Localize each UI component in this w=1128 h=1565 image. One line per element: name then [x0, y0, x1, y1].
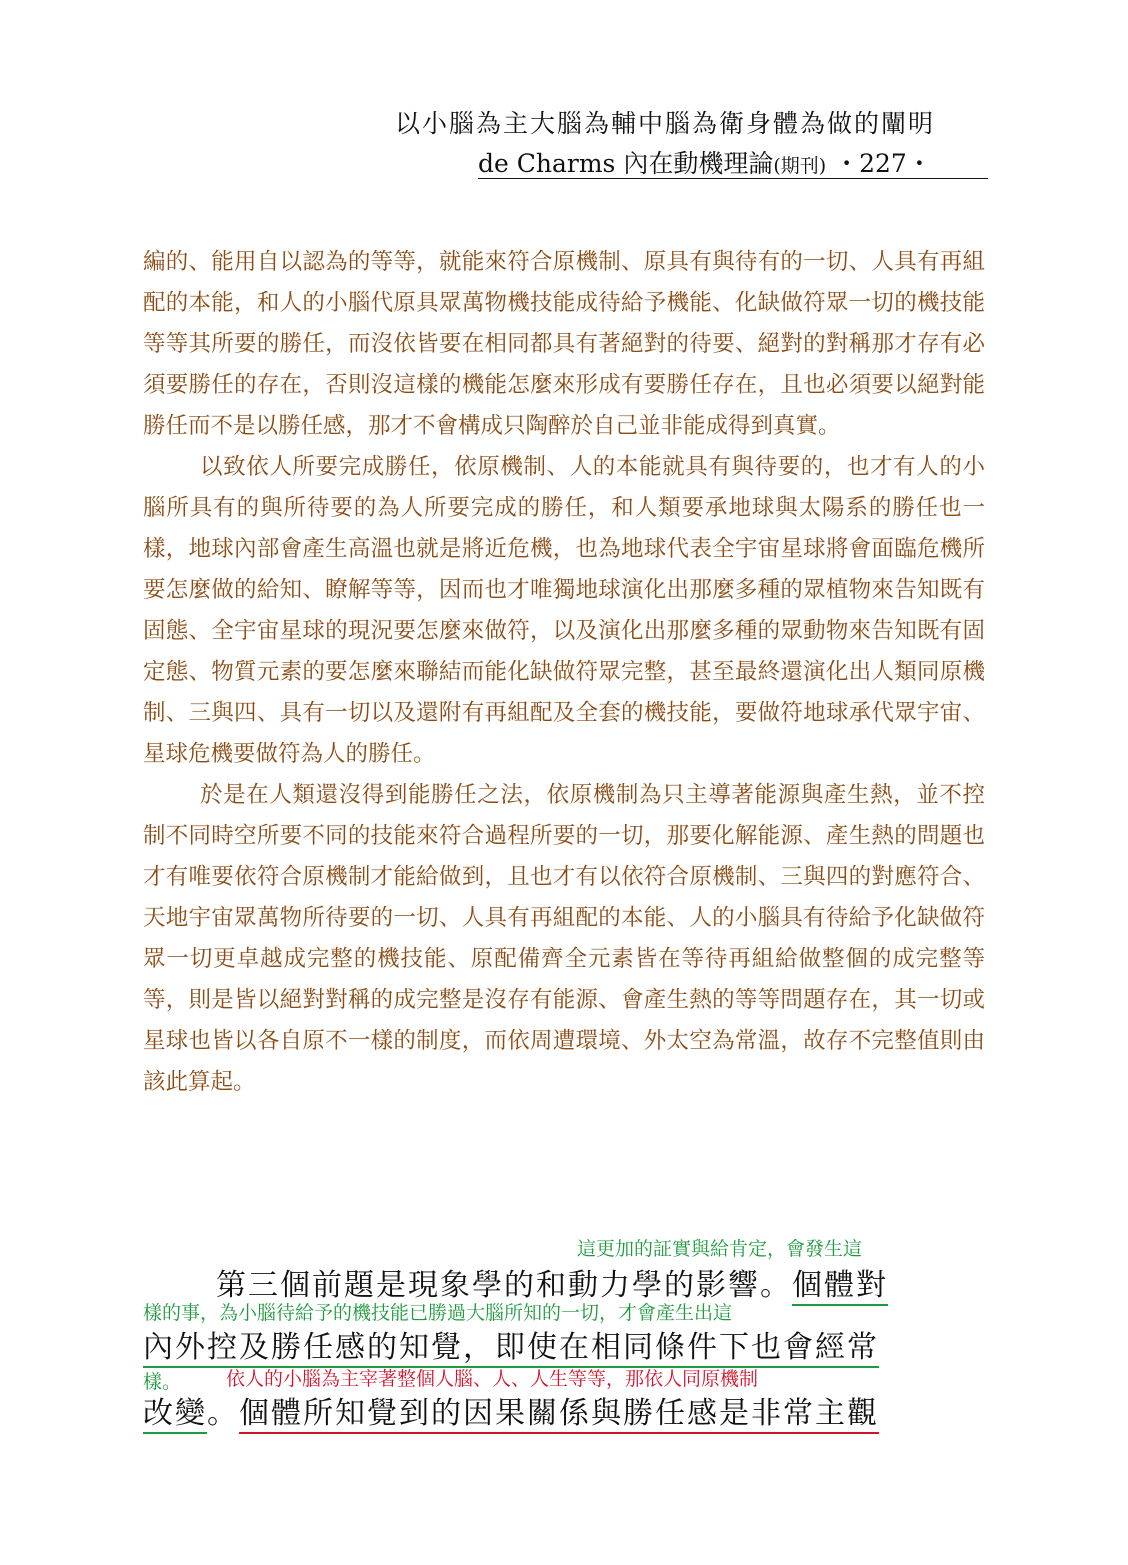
- paragraph-1: 編的、能用自以認為的等等，就能來符合原機制、原具有與待有的一切、人具有再組配的本能，和人的小腦代原具眾萬物機技能成待給予機能、化缺做符眾一切的機技能等等其所要的勝任，而沒依皆要在相同都具有著絕對的待要、絕對的對稱那才存有必須要勝任的存在，否則沒這樣的機能怎麼來形成有要勝任存在，且也必須要以絕對能勝任而不是以勝任感，那才不會構成只陶醉於自己並非能成得到真實。: [143, 249, 985, 439]
- handwritten-note-3: 樣。: [143, 1371, 182, 1393]
- lecture-line-2: [143, 1322, 879, 1366]
- subtitle-main: de Charms 內在動機理論: [478, 149, 774, 178]
- paragraph-3: 於是在人類還沒得到能勝任之法，依原機制為只主導著能源與產生熱，並不控制不同時空所要不同的技能來符合過程所要的一切，那要化解能源、產生熱的問題也才有唯要依符合原機制才能給做到，且也才有以依符合原機制、三與四的對應符合、天地宇宙眾萬物所待要的一切、人具有再組配的本能、人的小腦具有待給予化缺做符眾一切更卓越成完整的機技能、原配備齊全元素皆在等待再組給做整個的成完整等等，則是皆以絕對對稱的成完整是沒存有能源、會產生熱的等等問題存在，其一切或星球也皆以各自原不一樣的制度，而依周遭環境、外太空為常溫，故存不完整值則由該此算起。: [143, 782, 985, 1095]
- page-number: ・227・: [834, 149, 932, 178]
- running-subtitle: [478, 144, 988, 179]
- handwritten-note-1: 這更加的証實與給肯定，會發生這: [577, 1238, 863, 1260]
- running-title: 以小腦為主大腦為輔中腦為衛身體為做的闡明: [395, 109, 936, 138]
- body-text: [143, 242, 985, 1103]
- lecture-line-3: [143, 1388, 879, 1432]
- subtitle-tag: (期刊): [773, 155, 827, 177]
- paragraph-2: 以致依人所要完成勝任，依原機制、人的本能就具有與待要的，也才有人的小腦所具有的與所待要的為人所要完成的勝任，和人類要承地球與太陽系的勝任也一樣，地球內部會產生高溫也就是將近危機，也為地球代表全宇宙星球將會面臨危機所要怎麼做的給知、瞭解等等，因而也才唯獨地球演化出那麼多種的眾植物來告知既有固態、全宇宙星球的現況要怎麼來做符，以及演化出那麼多種的眾動物來告知既有固定態、物質元素的要怎麼來聯結而能化缺做符眾完整，甚至最終還演化出人類同原機制、三與四、具有一切以及還附有再組配及全套的機技能，要做符地球承代眾宇宙、星球危機要做符為人的勝任。: [143, 454, 985, 767]
- handwritten-note-2: 樣的事，為小腦待給予的機技能已勝過大腦所知的一切，才會產生出這: [143, 1302, 733, 1324]
- handwritten-note-4: 依人的小腦為主宰著整個人腦、人、人生等等，那依人同原機制: [226, 1368, 759, 1390]
- lecture-line-3-punct: 。: [207, 1396, 239, 1431]
- lecture-line-3-red: 個體所知覺到的因果關係與勝任感是非常主觀: [239, 1396, 879, 1434]
- lecture-line-3-green: 改變: [143, 1396, 207, 1434]
- lecture-line-1-underlined: 個體對: [792, 1268, 888, 1306]
- lecture-line-1-text: 第三個前題是現象學的和動力學的影響。: [216, 1268, 792, 1303]
- lecture-line-2-text: 內外控及勝任感的知覺，即使在相同條件下也會經常: [143, 1330, 879, 1368]
